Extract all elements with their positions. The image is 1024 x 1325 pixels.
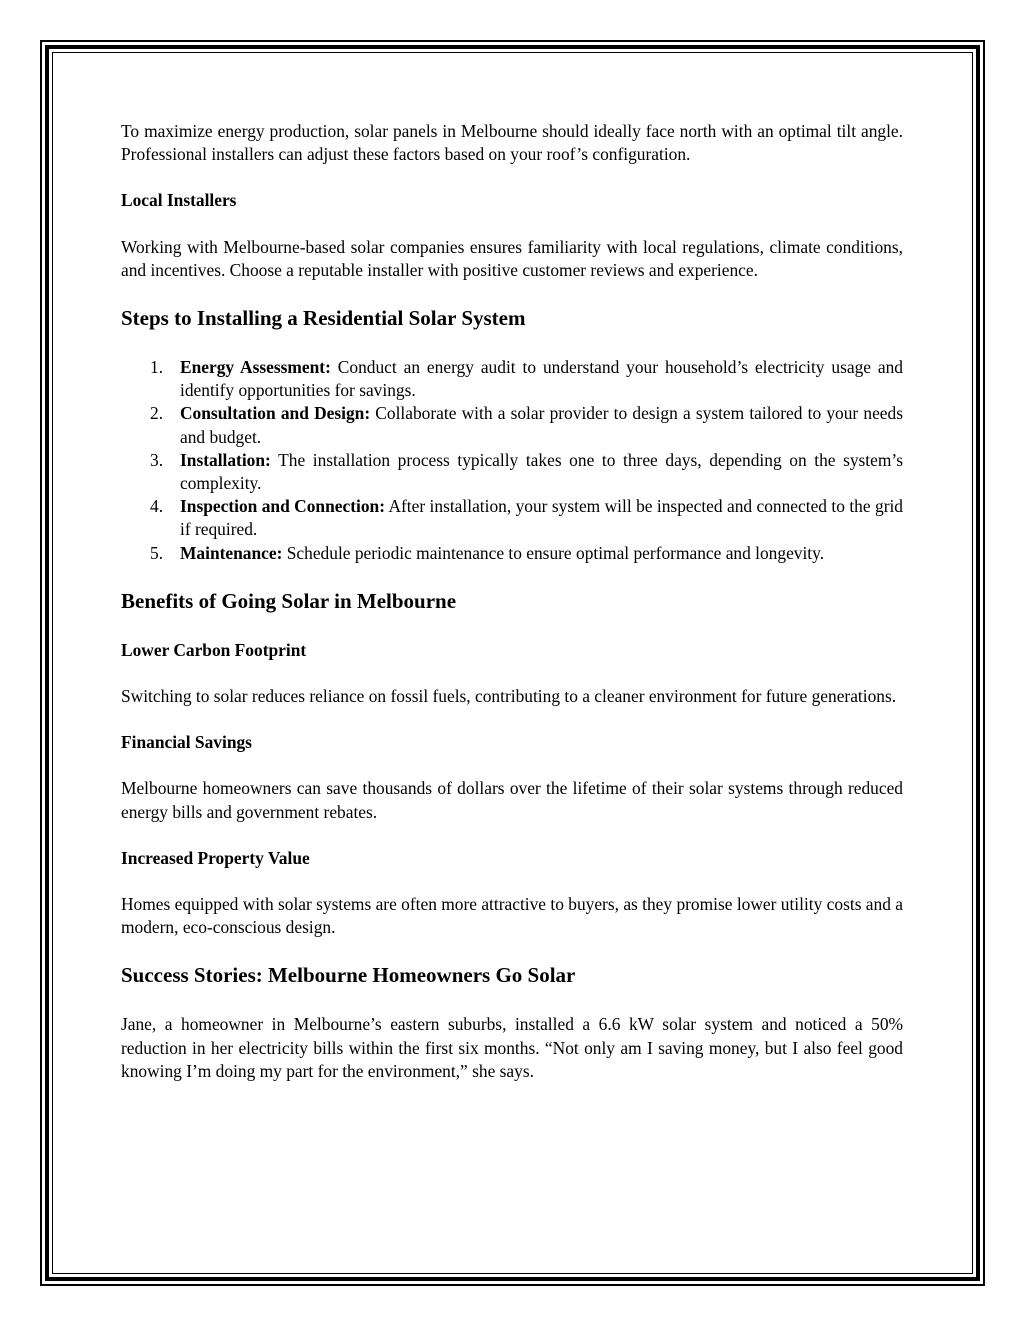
list-number: 5.: [150, 542, 164, 563]
savings-paragraph: Melbourne homeowners can save thousands of dollars over the lifetime of their solar systems through reduced energy bills and government rebates.: [121, 778, 903, 822]
steps-heading: Steps to Installing a Residential Solar System: [121, 306, 526, 331]
step-title: Consultation and Design:: [180, 403, 371, 424]
step-text: The installation process typically takes one to three days, depending on the system’s complexity.: [180, 449, 903, 494]
local-installers-heading: Local Installers: [121, 190, 237, 211]
list-item: [121, 495, 903, 541]
steps-list: [121, 356, 903, 565]
list-item: [121, 356, 903, 402]
success-paragraph: Jane, a homeowner in Melbourne’s eastern suburbs, installed a 6.6 kW solar system and noticed a 50% reduction in her electricity bills within the first six months. “Not only am I saving money, but I also feel good knowing I’m doing my part for the environment,” she says.: [121, 1014, 903, 1081]
list-number: 1.: [150, 357, 164, 378]
carbon-paragraph: Switching to solar reduces reliance on fossil fuels, contributing to a cleaner environment for future generations.: [121, 686, 897, 707]
list-item: [121, 402, 903, 448]
property-heading: Increased Property Value: [121, 847, 310, 868]
document-body: [121, 120, 903, 1106]
list-item: [121, 449, 903, 495]
savings-heading: Financial Savings: [121, 732, 252, 753]
step-title: Inspection and Connection:: [180, 496, 385, 517]
step-text: After installation, your system will be inspected and connected to the grid if required.: [180, 496, 904, 540]
list-item: [121, 542, 903, 565]
step-title: Installation:: [180, 449, 271, 470]
step-text: Conduct an energy audit to understand your household’s electricity usage and identify opportunities for savings.: [180, 357, 903, 401]
local-installers-paragraph: Working with Melbourne-based solar companies ensures familiarity with local regulations, climate conditions, and incentives. Choose a reputable installer with positive customer reviews and experience.: [121, 236, 903, 280]
carbon-heading: Lower Carbon Footprint: [121, 639, 307, 660]
benefits-heading: Benefits of Going Solar in Melbourne: [121, 588, 457, 613]
property-paragraph: Homes equipped with solar systems are often more attractive to buyers, as they promise lower utility costs and a modern, eco-conscious design.: [121, 894, 903, 938]
list-number: 3.: [150, 449, 164, 470]
list-number: 4.: [150, 496, 164, 517]
step-text: Schedule periodic maintenance to ensure optimal performance and longevity.: [282, 542, 825, 563]
step-title: Energy Assessment:: [180, 357, 331, 378]
step-title: Maintenance:: [180, 542, 283, 563]
step-text: Collaborate with a solar provider to design a system tailored to your needs and budget.: [180, 403, 903, 447]
list-number: 2.: [150, 403, 164, 424]
intro-paragraph: To maximize energy production, solar panels in Melbourne should ideally face north with an optimal tilt angle. Professional installers can adjust these factors based on your roof’s configuration.: [121, 121, 903, 165]
success-heading: Success Stories: Melbourne Homeowners Go Solar: [121, 963, 576, 988]
